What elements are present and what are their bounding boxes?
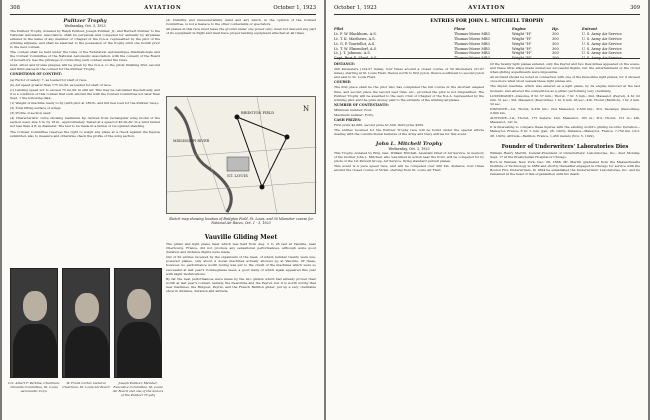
section-heading: DISTANCE: bbox=[334, 62, 355, 66]
founder-title: Founder of Underwriters' Laboratories Dies bbox=[501, 143, 629, 150]
portrait-suit bbox=[13, 324, 57, 378]
cell-hp: 300 bbox=[552, 31, 559, 36]
pylon-1 bbox=[235, 115, 240, 120]
cell-entrant: U. S. Army Air Service bbox=[582, 46, 622, 51]
column-header: Plane bbox=[454, 27, 466, 31]
cell-entrant: U. S. Army Air Service bbox=[582, 51, 622, 56]
paragraph: By far the best performances were made by the two gliders which had already proved their worth at last year's contest, namely, the Dewoitine and the Peyret, but it is worth noting that new machines, the Bréguet, Peyret, and the French Barillon glider, put up a very creditable show in distance, duration and altitude. bbox=[166, 276, 316, 294]
paragraph: (4) Characteristic curve showing maximum Kp derived from rectangular wing model of the section used, size 3 in. by 18 in., approximately. Tested at a speed of 40 mi./hr. in a wind tunnel not less than 4 ft. in diameter. The test to be made in a tunnel of recognized standing. bbox=[10, 116, 160, 129]
cell-hp: 300 bbox=[552, 41, 559, 46]
paragraph: Born in Warsaw, New York, Dec. 28, 1868, Mr. Merrill graduated from the Massachusetts Institute of Technology in 1889 and shortly thereafter engaged in Chicago for service with the Boston Fire Underwriters. In 1894 he established the Underwriters' Laboratories, Inc. and he remained at the head of this organization until his death. bbox=[490, 159, 640, 177]
cell-entrant: U. S. Army Air Service bbox=[582, 41, 622, 46]
cell-hp: 300 bbox=[552, 51, 559, 56]
portrait-face bbox=[127, 289, 151, 319]
cell-pilot: Lt. F. W. Blackburn, A.S. bbox=[334, 31, 377, 36]
cell-entrant: U. S. Army Air Service bbox=[582, 31, 622, 36]
mitchell-subtitle: Wednesday, Oct. 3, 1923 bbox=[388, 146, 430, 151]
field-label: BRIDGTON FIELD bbox=[241, 111, 275, 115]
photo-pulitzer bbox=[114, 268, 162, 378]
running-title-left: AVIATION bbox=[144, 5, 182, 11]
paragraph: (2) Total lifting surface of wings; bbox=[10, 106, 62, 111]
portrait-suit bbox=[117, 322, 161, 378]
caption-pulitzer: Joseph Pulitzer, Member, Executive Committee, St. Louis Air Board and one of the donors of the Pulitzer Trophy bbox=[112, 381, 164, 397]
paragraph: (b) Air speed greater than 175 mi./hr. as loaded for start of race. bbox=[10, 82, 112, 87]
paragraph: (1) Weight of machine ready to fly (with pilot at 180 lb. and full fuel load for the Pulitzer race); bbox=[10, 101, 159, 105]
pylon-3 bbox=[260, 185, 265, 190]
paragraph: The Pulitzer Trophy, donated by Ralph Pulitzer, Joseph Pulitzer, Jr., and Herbert Pulitzer to the National Aeronautic Association, shall be perpetual and competed for annually by airplanes entered in the name of any member or Chapter of the N.A.A. represented by the pilot of the winning airplane, and shall be awarded to the possession of the trophy until one month prior to the next contest. bbox=[10, 28, 160, 49]
paragraph: (a) Factor of safety: 7, as loaded for start of race. bbox=[10, 77, 88, 82]
paragraph: Of the twenty light planes entered, only the Peyret and two Dewoitines appeared on the scene, and these little ships made numerous successful flights, but the entertainment of the crowd when gliding experiments were impossible. bbox=[490, 62, 640, 75]
course-map-drawing bbox=[167, 97, 317, 215]
entries-table bbox=[334, 27, 640, 61]
pulitzer-title: Pulitzer Trophy bbox=[63, 18, 107, 24]
paragraph: The entries received for the Pulitzer Trophy race will be found under the special article dealing with the constructional features of the Army and Navy entries for this event. bbox=[334, 128, 484, 137]
north-marker: N bbox=[303, 105, 310, 113]
page-number-left: 308 bbox=[10, 5, 20, 11]
portrait-face bbox=[75, 293, 99, 323]
cell-pilot: Lt. T. K. Matthews, A.S. bbox=[334, 36, 376, 41]
right-column-1 bbox=[334, 62, 484, 416]
column-header: Entrant bbox=[582, 27, 598, 31]
caption-carter: W. Frank Carter, General Chairman, St. Louis Air Board bbox=[62, 381, 110, 389]
paragraph: (3) Profile of section used; bbox=[10, 111, 52, 116]
pulitzer-article bbox=[10, 18, 160, 264]
header-rule-right bbox=[334, 14, 640, 15]
paragraph: The first place shall be the pilot who has completed the full course in the shortest elapsed time, and second place the second best time, etc., provided the pilot is not disqualified. The Pulitzer Trophy will be awarded to the Aero Club or Chapter of the N.A.A. represented by the winning pilot and the prize money paid to the entrants of the winning airplanes. bbox=[334, 85, 484, 102]
section-heading: CASH PRIZES: bbox=[334, 118, 362, 123]
course-map bbox=[166, 96, 316, 214]
cell-hp: 300 bbox=[552, 46, 559, 51]
vauville-article bbox=[166, 234, 316, 416]
header-rule-left bbox=[10, 14, 316, 15]
cell-engine: Wright "H" bbox=[512, 31, 532, 36]
paragraph: This event is a pure speed race, and will be competed over 200 km. distance, four times around the closed course of 50 km. starting from St. Louis Air Field. bbox=[334, 164, 484, 173]
paragraph: Gold, silver and bronze plaques will be given by the N.A.A. to the pilots finishing first, second and third places in the contest for the Pulitzer Trophy. bbox=[10, 63, 160, 72]
paragraph: William Henry Merrill, founder-President of Underwriters' Laboratories, Inc., died Monday, Sept. 17 at the Presbyterian Hospital of Chicago. bbox=[490, 150, 640, 159]
paragraph: 200 kilometers (124.27 miles), four times around a closed course of 50 kilometers (31.07 miles), starting at St. Louis Field, thence north to first pylon, thence southwest to second pylon and east to St. Louis Field. bbox=[334, 67, 484, 80]
map-caption: Sketch map showing location of Bridgton Field, St. Louis, and 50 kilometer course for National Air Races, Oct. 1 - 3, 1923 bbox=[168, 217, 314, 226]
cell-entrant: U. S. Army Air Service bbox=[582, 36, 622, 41]
cell-engine: Wright "H" bbox=[512, 36, 532, 41]
cell-hp: 300 bbox=[552, 36, 559, 41]
cell-engine: Wright "H" bbox=[512, 41, 532, 46]
photo-perkins bbox=[10, 268, 58, 378]
caption-perkins: Col. Albert F. Perkins, Chairman, Grounds Committee, St. Louis Aeronautic Corp. bbox=[8, 381, 60, 393]
paragraph: LOUISMANDT—Davoine, 8 hr. 57 min.; Thoret, 7 hr. 3 min.; 2nd, Massenot (Peyret), 4 hr. 22 min. 51 sec.; 3rd, Massenot (Dewoitine), 1 hr. 6 min. 26 sec.; 4th, Thoret (Barillon), 1 hr. 2 min. 52 sec. bbox=[490, 93, 640, 106]
right-page bbox=[326, 0, 648, 420]
paragraph: Minimum number: Four. bbox=[334, 107, 373, 112]
river-label: MISSISSIPPI RIVER bbox=[173, 139, 210, 143]
cell-pilot: Lt. G. P. Tourtellot, A.S. bbox=[334, 41, 376, 46]
paragraph: The contest shall be held under the rules of the Federation Aeronautique Internationale and the Contest Committee of the National Aeronautic Association, with the consent of the Board of Governors, has the privilege of conducting such contest under the rules. bbox=[10, 49, 160, 63]
section-heading: NUMBER OF CONTESTANTS: bbox=[334, 102, 389, 107]
paragraph: Maximum number: Forty. bbox=[334, 113, 374, 118]
paragraph: It is interesting to compare these figures with the existing world's gliding records: Duration—Maneyrol, France, 8 hr. 5 min. (Jan. 28, 1923); Distance—Maneyrol, France, 7,750 km. (Oct. 28, 1923); Altitude—Barillon, France, 1,450 meters (Nov. 5, 1922). bbox=[490, 125, 640, 138]
cell-pilot: Lt. J. T. Johnson, A.S. bbox=[334, 51, 371, 56]
left-page bbox=[2, 0, 324, 420]
cell-plane: Thomas-Morse MB3 bbox=[454, 41, 490, 46]
paragraph: First prize $2,000, second prize $1,500, third prize $500. bbox=[334, 123, 425, 128]
paragraph: All planes in this race must leave the ground under one power only; must not descend any part of its equipment in flight and must have proper landing equipment attached at all times. bbox=[166, 27, 316, 36]
section-heading: COURSE: bbox=[334, 80, 352, 85]
city-label: ST. LOUIS bbox=[227, 173, 248, 178]
river-line bbox=[175, 107, 231, 212]
cell-plane: Thomas-Morse MB3 bbox=[454, 36, 490, 41]
column-header: Hp. bbox=[552, 27, 559, 31]
mitchell-title: John L. Mitchell Trophy bbox=[375, 140, 443, 147]
pylon-2 bbox=[285, 135, 290, 140]
paragraph: This Trophy, donated by Brig. Gen. William Mitchell, Assistant Chief of Air Service, in memory of his brother John L. Mitchell, who was killed in action near the front, will be competed for by pilots of the 1st Pursuit Group, Air Service, flying standard pursuit planes. bbox=[334, 151, 484, 164]
pulitzer-subtitle: Wednesday, Oct. 3, 1923 bbox=[64, 24, 106, 28]
paragraph: The glider and light plane meet which was held from Aug. 5 to 26 last at Vauville, near Cherbourg, France, did not produce any sensational performances, although some good duration and distance flights were made. bbox=[166, 242, 316, 255]
paragraph: (d) Visibility and maneuverability (land and air) which, in the opinion of the Contest Committee, is not a menace to the other contestants or spectators. bbox=[166, 18, 316, 27]
cell-pilot: Lt. T. W. Elmendorf, A.S. bbox=[334, 46, 377, 51]
paragraph: Out of 50 entries received by the organizers of the meet, of which number twenty were low-powered planes, only about a dozen machines actually showed up at Vauville. Of these, however, no performance worth noting was put to the credit of the machines which were so successful at last year's Combegrasse meet, a good many of which again appeared this year with slight modifications. bbox=[166, 255, 316, 276]
photo-carter bbox=[62, 268, 110, 378]
paragraph: (c) Landing speed not to exceed 75 mi./hr. in still air. This may be calculated theoretically, and it is a condition of this contest that such entrant file with the Contest Committee not later than Sept. 1 the following data: bbox=[10, 87, 160, 100]
cell-engine: Wright "H" bbox=[512, 46, 532, 51]
column-header: Engine bbox=[512, 27, 526, 31]
cell-plane: Thomas-Morse MB3 bbox=[454, 46, 490, 51]
portrait-face bbox=[23, 291, 47, 321]
pulitzer-article-continued bbox=[166, 18, 316, 94]
cell-plane: Thomas-Morse MB3 bbox=[454, 31, 490, 36]
paragraph: DISTANCE—1st, Thoret, 9,250 km.; 2nd Massenot, 2,500 km.; 3rd, Decamps (Dewoitine), 2,000 km. bbox=[490, 106, 640, 116]
vauville-title: Vauville Gliding Meet bbox=[204, 234, 278, 241]
issue-date-left: October 1, 1923 bbox=[273, 5, 316, 11]
table-rule bbox=[334, 58, 640, 59]
entries-table-title: ENTRIES FOR JOHN L. MITCHELL TROPHY bbox=[430, 19, 544, 24]
cell-plane: Thomas-Morse MB3 bbox=[454, 51, 490, 56]
paragraph: An incident should be noted in connection with one of the Dewoitine light planes, for it showed once more what stout vessels these light planes are. bbox=[490, 75, 640, 84]
cell-engine: Wright "H" bbox=[512, 51, 532, 56]
paragraph: The Peyret machine, which was entered as a light plane, by its engine removed at the last moment, and entered the competition as a glider, performing very creditably. bbox=[490, 84, 640, 93]
section-heading: CONDITIONS OF CONTEST: bbox=[10, 72, 63, 77]
paragraph: The Contest Committee reserves the right to weigh any plane at a check against the figures submitted, also to measure and otherwise check the profile of the wing section. bbox=[10, 129, 160, 138]
running-title-right: AVIATION bbox=[468, 5, 506, 11]
city-area bbox=[227, 157, 249, 171]
page-number-right: 309 bbox=[630, 5, 640, 11]
issue-date-right: October 1, 1923 bbox=[334, 5, 377, 11]
right-column-2 bbox=[490, 62, 640, 416]
paragraph: ALTITUDE—1st, Thoret, 175 meters; 2nd, Massenot, 165 m.; 3rd, Thoret, 151 m.; 4th, Massenot, 141 m. bbox=[490, 116, 640, 125]
column-header: Pilot bbox=[334, 27, 344, 31]
portrait-suit bbox=[65, 326, 109, 378]
